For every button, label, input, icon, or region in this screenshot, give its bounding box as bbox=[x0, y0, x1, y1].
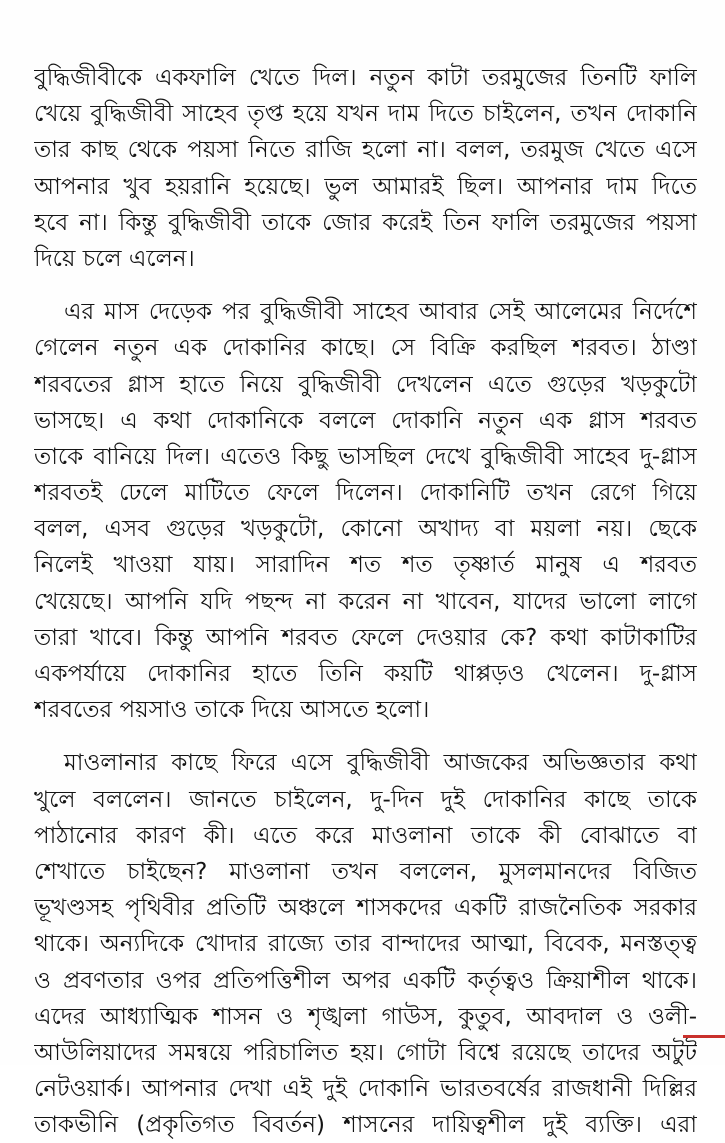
text-line: নেটওয়ার্ক। আপনার দেখা এই দুই দোকানি ভারতবর্ষের রাজধানী দিল্লির bbox=[34, 1076, 697, 1103]
text-line: বলল, এসব গুড়ের খড়কুটো, কোনো অখাদ্য বা ময়লা নয়। ছেকে bbox=[34, 516, 697, 543]
text-line: ভূখণ্ডসহ পৃথিবীর প্রতিটি অঞ্চলে শাসকদের একটি রাজনৈতিক সরকার bbox=[34, 895, 697, 922]
paragraph-gap bbox=[34, 728, 697, 745]
page-corner-mark bbox=[683, 1035, 725, 1065]
text-line: খুলে বললেন। জানতে চাইলেন, দু-দিন দুই দোকানির কাছে তাকে bbox=[34, 786, 697, 813]
text-line: এদের আধ্যাত্মিক শাসন ও শৃঙ্খলা গাউস, কুতুব, আবদাল ও ওলী- bbox=[34, 1003, 697, 1030]
paragraph-3 bbox=[34, 745, 697, 1143]
text-line: আউলিয়াদের সমন্বয়ে পরিচালিত হয়। গোটা বিশ্বে রয়েছে তাদের অটুট bbox=[34, 1039, 697, 1066]
text-line: পাঠানোর কারণ কী। এতে করে মাওলানা তাকে কী বোঝাতে বা bbox=[34, 822, 697, 849]
text-line: গেলেন নতুন এক দোকানির কাছে। সে বিক্রি করছিল শরবত। ঠাণ্ডা bbox=[34, 335, 697, 362]
paragraph-2 bbox=[34, 294, 697, 728]
text-line: বুদ্ধিজীবীকে একফালি খেতে দিল। নতুন কাটা তরমুজের তিনটি ফালি bbox=[34, 65, 697, 91]
text-line: খেয়ে বুদ্ধিজীবী সাহেব তৃপ্ত হয়ে যখন দাম দিতে চাইলেন, তখন দোকানি bbox=[34, 101, 697, 128]
text-line: শরবতের গ্লাস হাতে নিয়ে বুদ্ধিজীবী দেখলেন এতে গুড়ের খড়কুটো bbox=[34, 371, 697, 398]
text-line: তার কাছ থেকে পয়সা নিতে রাজি হলো না। বলল, তরমুজ খেতে এসে bbox=[34, 137, 697, 164]
text-line: হবে না। কিন্তু বুদ্ধিজীবী তাকে জোর করেই তিন ফালি তরমুজের পয়সা bbox=[34, 209, 697, 236]
text-line: নিলেই খাওয়া যায়। সারাদিন শত শত তৃষ্ণার্ত মানুষ এ শরবত bbox=[34, 552, 697, 579]
text-line: শেখাতে চাইছেন? মাওলানা তখন বললেন, মুসলমানদের বিজিত bbox=[34, 858, 697, 885]
text-line: তারা খাবে। কিন্তু আপনি শরবত ফেলে দেওয়ার কে? কথা কাটাকাটির bbox=[34, 624, 697, 651]
text-line: থাকে। অন্যদিকে খোদার রাজ্যে তার বান্দাদের আত্মা, বিবেক, মনস্তত্ত্ব bbox=[34, 931, 697, 958]
text-line: ভাসছে। এ কথা দোকানিকে বললে দোকানি নতুন এক গ্লাস শরবত bbox=[34, 407, 697, 434]
text-line: ও প্রবণতার ওপর প্রতিপত্তিশীল অপর একটি কর্তৃত্বও ক্রিয়াশীল থাকে। bbox=[34, 967, 697, 994]
text-line: তাকে বানিয়ে দিল। এতেও কিছু ভাসছিল দেখে বুদ্ধিজীবী সাহেব দু-গ্লাস bbox=[34, 443, 697, 470]
text-line: দিয়ে চলে এলেন। bbox=[34, 245, 195, 272]
text-line: খেয়েছে। আপনি যদি পছন্দ না করেন না খাবেন, যাদের ভালো লাগে bbox=[34, 588, 697, 615]
text-line: মাওলানার কাছে ফিরে এসে বুদ্ধিজীবী আজকের অভিজ্ঞতার কথা bbox=[64, 750, 697, 777]
text-line: আপনার খুব হয়রানি হয়েছে। ভুল আমারই ছিল। আপনার দাম দিতে bbox=[34, 173, 697, 200]
text-line: শরবতের পয়সাও তাকে দিয়ে আসতে হলো। bbox=[34, 697, 430, 724]
text-line: একপর্যায়ে দোকানির হাতে তিনি কয়টি থাপ্পড়ও খেলেন। দু-গ্লাস bbox=[34, 661, 697, 687]
paragraph-gap bbox=[34, 277, 697, 294]
paragraph-1 bbox=[34, 60, 697, 277]
text-line: শরবতই ঢেলে মাটিতে ফেলে দিলেন। দোকানিটি তখন রেগে গিয়ে bbox=[34, 480, 697, 507]
text-line: তাকভীনি (প্রকৃতিগত বিবর্তন) শাসনের দায়িত্বশীল দুই ব্যক্তি। এরা bbox=[34, 1112, 697, 1139]
text-line: এর মাস দেড়েক পর বুদ্ধিজীবী সাহেব আবার সেই আলেমের নির্দেশে bbox=[64, 299, 697, 326]
